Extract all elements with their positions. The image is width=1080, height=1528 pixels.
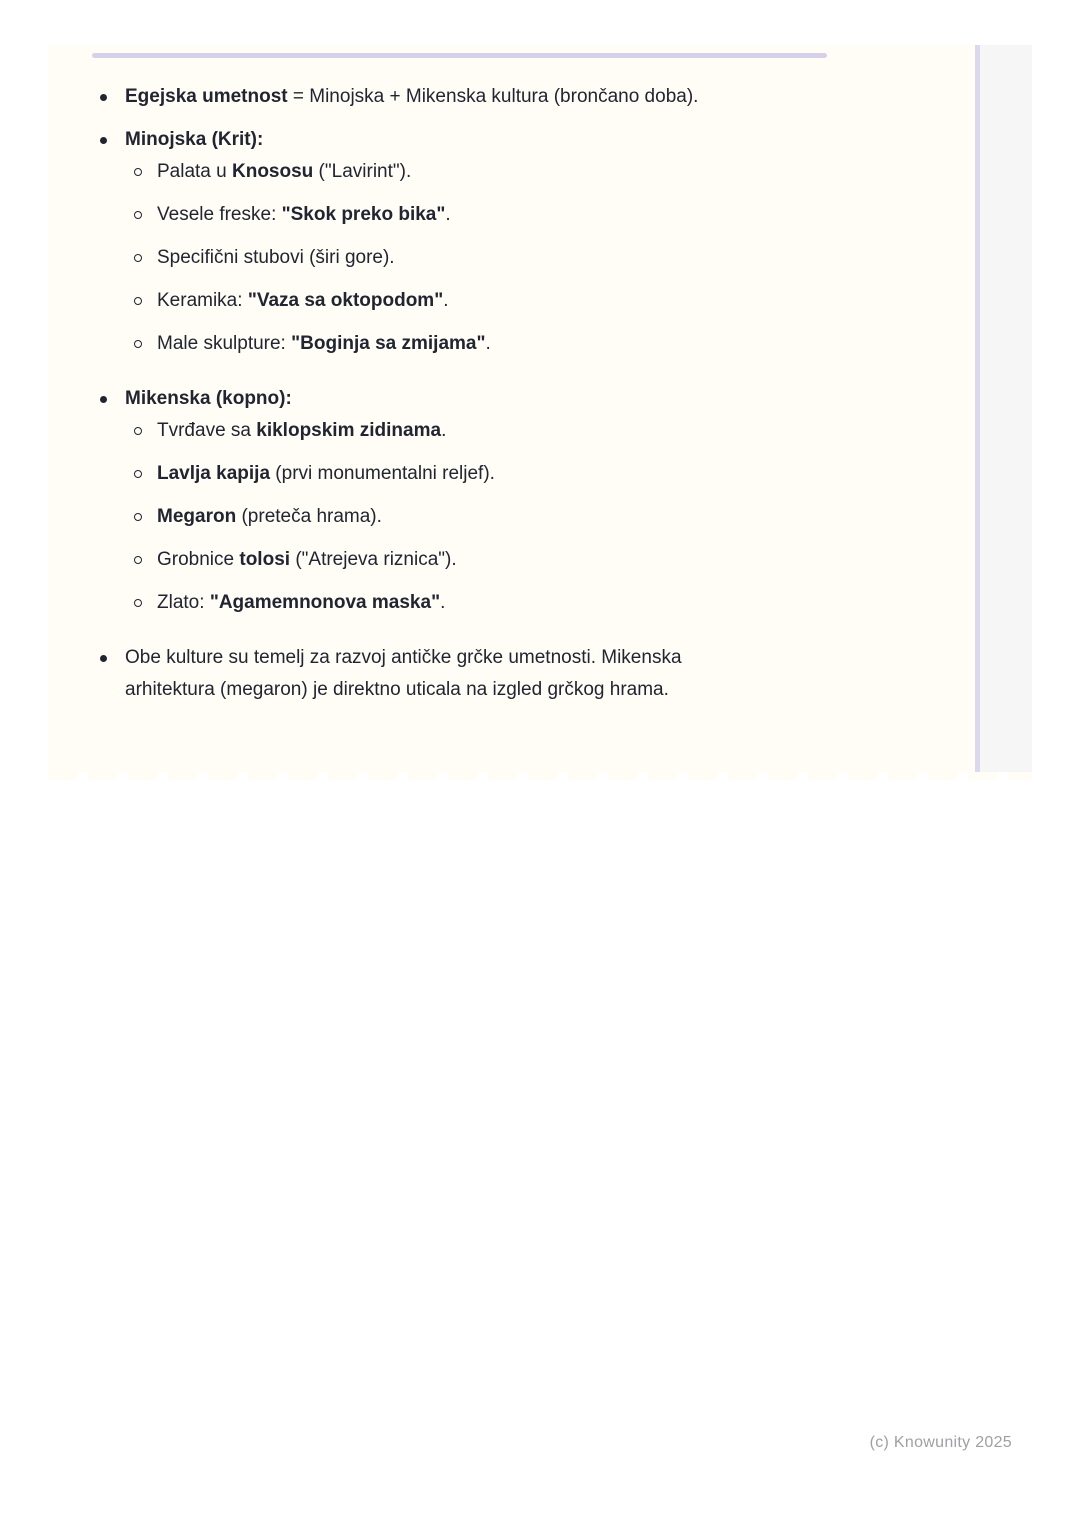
text: Male skulpture: <box>157 333 292 354</box>
text: (prvi monumentalni reljef). <box>270 463 495 484</box>
text: (preteča hrama). <box>236 506 382 527</box>
text: ("Lavirint"). <box>313 161 412 182</box>
sub-list-item <box>125 415 975 447</box>
torn-bottom-edge <box>48 772 1032 780</box>
text: . <box>485 333 491 354</box>
text: Grobnice <box>157 549 240 570</box>
text: Tvrđave sa <box>157 420 257 441</box>
bold-text: Megaron <box>157 506 237 527</box>
sub-list <box>125 415 975 619</box>
sub-list-item <box>125 199 975 231</box>
text-line: Obe kulture su temelj za razvoj antičke grčke umetnosti. Mikenska <box>125 647 682 668</box>
sub-list-item <box>125 587 975 619</box>
text: . <box>440 592 446 613</box>
bold-text: Knososu <box>232 161 314 182</box>
text: . <box>445 204 451 225</box>
sub-list <box>125 156 975 360</box>
bold-text: tolosi <box>239 549 291 570</box>
bold-text: "Skok preko bika" <box>281 204 446 225</box>
sub-list-item <box>125 328 975 360</box>
text: = Minojska + Mikenska kultura (brončano doba). <box>287 86 699 107</box>
bold-text: "Vaza sa oktopodom" <box>247 290 444 311</box>
list-item <box>48 383 975 619</box>
text: Specifični stubovi (širi gore). <box>157 247 395 268</box>
page-edge-strip <box>980 45 1032 772</box>
text: . <box>443 290 449 311</box>
bold-text: Egejska umetnost <box>125 86 288 107</box>
bold-text: Minojska (Krit): <box>125 129 264 150</box>
bold-text: "Agamemnonova maska" <box>209 592 441 613</box>
text: Keramika: <box>157 290 248 311</box>
bold-text: "Boginja sa zmijama" <box>291 333 486 354</box>
text: . <box>441 420 447 441</box>
sub-list-item <box>125 242 975 274</box>
text: Palata u <box>157 161 232 182</box>
text: Zlato: <box>157 592 210 613</box>
bold-text: kiklopskim zidinama <box>256 420 442 441</box>
top-divider-line <box>92 53 827 58</box>
sub-list-item <box>125 544 975 576</box>
text: Vesele freske: <box>157 204 282 225</box>
list-item <box>48 642 975 706</box>
sub-list-item <box>125 501 975 533</box>
list-item <box>48 124 975 360</box>
sub-list-item <box>125 156 975 188</box>
text-line: arhitektura (megaron) je direktno uticala na izgled grčkog hrama. <box>125 679 669 700</box>
document-card <box>48 45 975 772</box>
bold-text: Lavlja kapija <box>157 463 271 484</box>
sub-list-item <box>125 458 975 490</box>
list-item <box>48 81 975 113</box>
notes-list <box>48 81 975 706</box>
sub-list-item <box>125 285 975 317</box>
document-content <box>48 81 975 717</box>
bold-text: Mikenska (kopno): <box>125 388 292 409</box>
text: ("Atrejeva riznica"). <box>290 549 457 570</box>
copyright-watermark: (c) Knowunity 2025 <box>869 1434 1012 1451</box>
